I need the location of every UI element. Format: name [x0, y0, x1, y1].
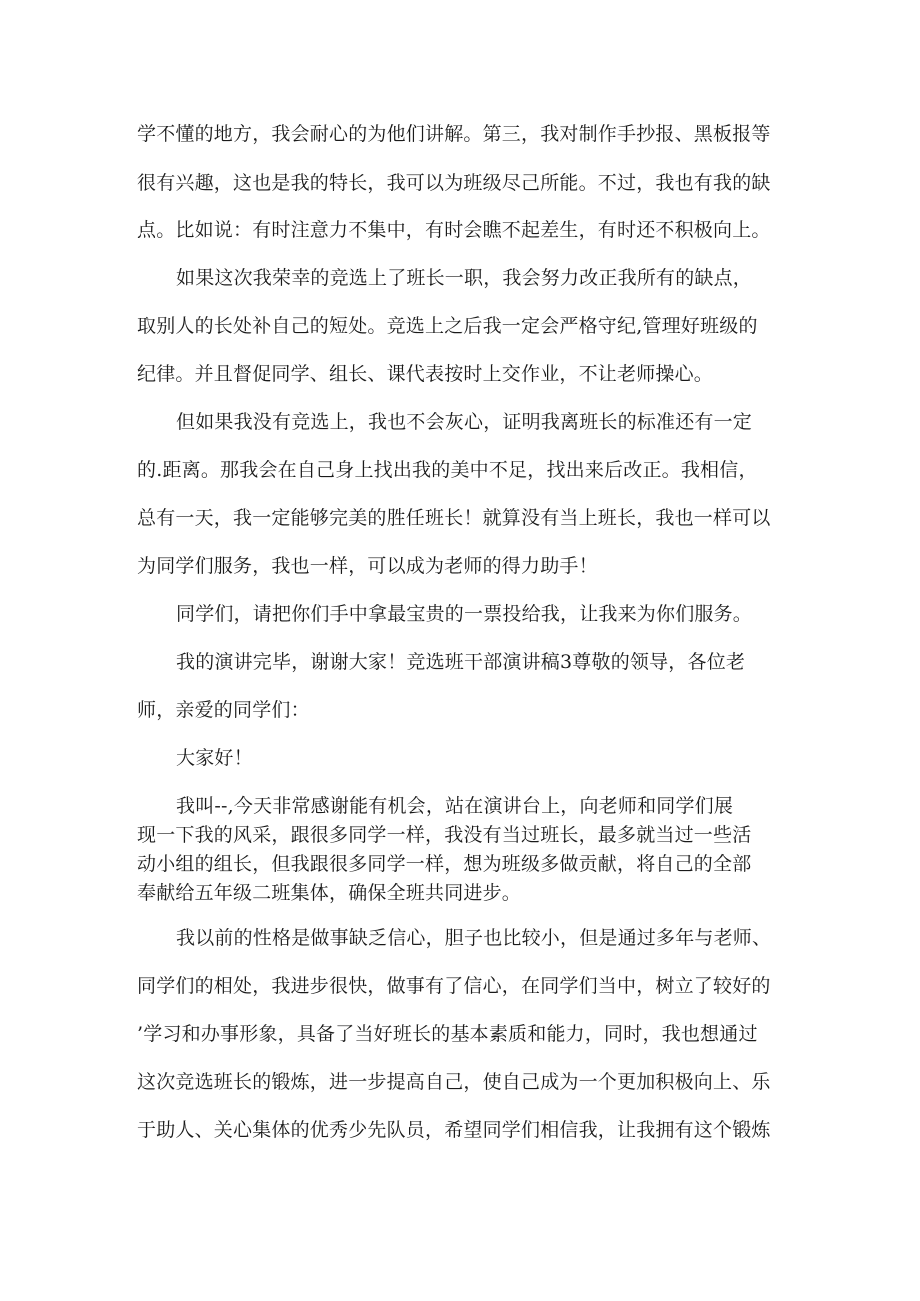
- greeting-line: 大家好！: [176, 747, 253, 769]
- text-line: 为同学们服务，我也一样，可以成为老师的得力助手！: [137, 555, 598, 577]
- text-line: 的.距离。那我会在自己身上找出我的美中不足，找出来后改正。我相信，: [137, 459, 758, 481]
- text-line: 师，亲爱的同学们：: [137, 699, 310, 721]
- text-line: 这次竞选班长的锻炼，进一步提高自己，使自己成为一个更加积极向上、乐: [137, 1071, 771, 1093]
- text-line: 现一下我的风采，跟很多同学一样，我没有当过班长，最多就当过一些活: [137, 824, 752, 846]
- text-line: ’学习和办事形象，具备了当好班长的基本素质和能力，同时，我也想通过: [137, 1023, 758, 1045]
- text-line: 动小组的组长，但我跟很多同学一样，想为班级多做贡献，将自己的全部: [137, 853, 752, 875]
- text-line: 学不懂的地方，我会耐心的为他们讲解。第三，我对制作手抄报、黑板报等: [137, 123, 771, 145]
- text-line: 取别人的长处补自己的短处。竞选上之后我一定会严格守纪,管理好班级的: [137, 315, 758, 337]
- paragraph-first-line: 我的演讲完毕，谢谢大家！竞选班干部演讲稿3尊敬的领导，各位老: [176, 651, 746, 673]
- paragraph-first-line: 但如果我没有竞选上，我也不会灰心，证明我离班长的标准还有一定: [176, 411, 753, 433]
- paragraph-first-line: 我叫--,今天非常感谢能有机会，站在演讲台上，向老师和同学们展: [176, 795, 734, 817]
- text-line: 纪律。并且督促同学、组长、课代表按时上交作业，不让老师操心。: [137, 363, 714, 385]
- paragraph-first-line: 我以前的性格是做事缺乏信心，胆子也比较小，但是通过多年与老师、: [176, 927, 772, 949]
- text-line: 总有一天，我一定能够完美的胜任班长！就算没有当上班长，我也一样可以: [137, 507, 771, 529]
- text-line: 点。比如说：有时注意力不集中，有时会瞧不起差生，有时还不积极向上。: [137, 219, 771, 241]
- paragraph-first-line: 同学们，请把你们手中拿最宝贵的一票投给我，让我来为你们服务。: [176, 603, 753, 625]
- text-line: 很有兴趣，这也是我的特长，我可以为班级尽己所能。不过，我也有我的缺: [137, 172, 771, 194]
- text-line: 于助人、关心集体的优秀少先队员，希望同学们相信我，让我拥有这个锻炼: [137, 1119, 771, 1141]
- text-line: 同学们的相处，我进步很快，做事有了信心，在同学们当中，树立了较好的: [137, 975, 771, 997]
- paragraph-first-line: 如果这次我荣幸的竞选上了班长一职，我会努力改正我所有的缺点，: [176, 267, 753, 289]
- text-line: 奉献给五年级二班集体，确保全班共同进步。: [137, 882, 522, 904]
